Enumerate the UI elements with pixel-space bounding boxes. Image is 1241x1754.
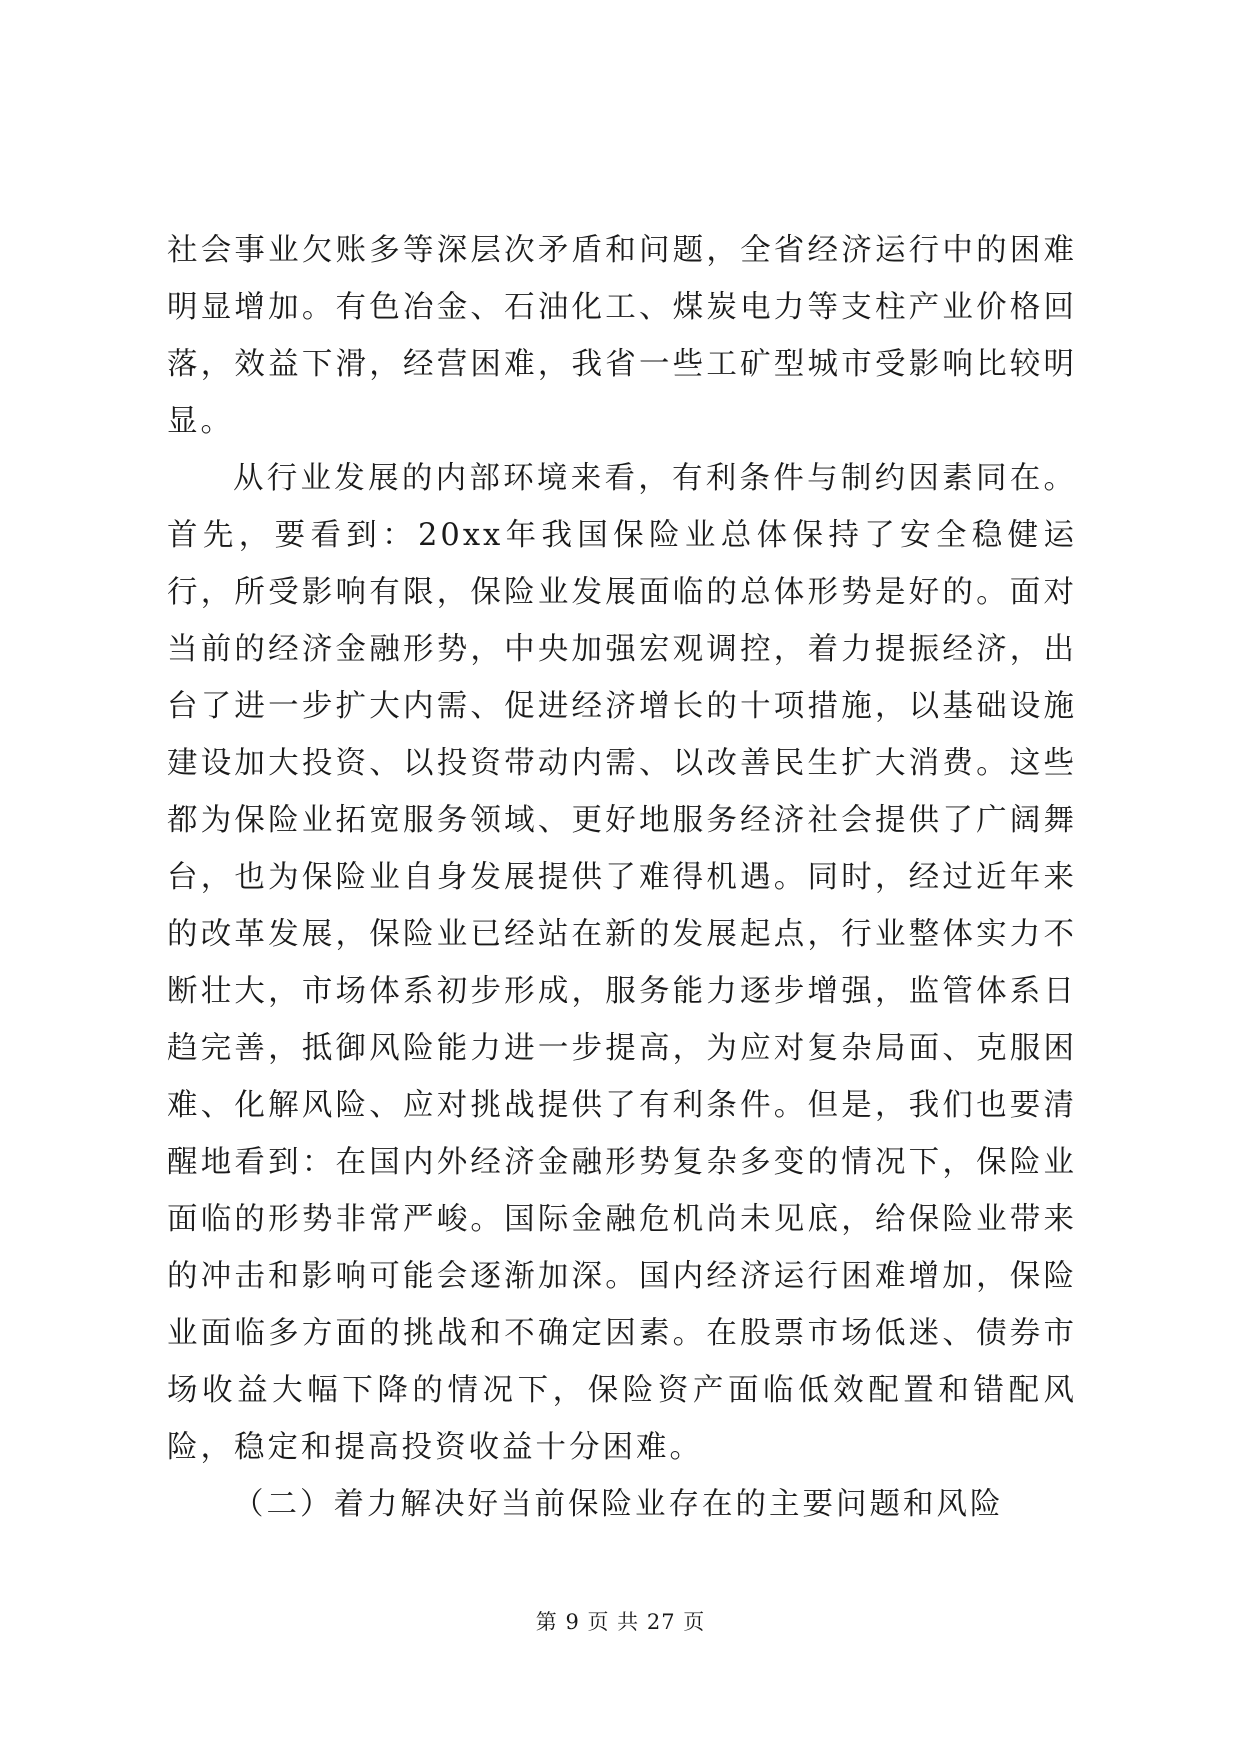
page-footer: 第 9 页 共 27 页 — [535, 1610, 706, 1634]
document-body — [167, 222, 1077, 1533]
paragraph-2: 从行业发展的内部环境来看，有利条件与制约因素同在。首先，要看到：20xx年我国保险业总体保持了安全稳健运行，所受影响有限，保险业发展面临的总体形势是好的。面对当前的经济金融形势，中央加强宏观调控，着力提振经济，出台了进一步扩大内需、促进经济增长的十项措施，以基础设施建设加大投资、以投资带动内需、以改善民生扩大消费。这些都为保险业拓宽服务领域、更好地服务经济社会提供了广阔舞台，也为保险业自身发展提供了难得机遇。同时，经过近年来的改革发展，保险业已经站在新的发展起点，行业整体实力不断壮大，市场体系初步形成，服务能力逐步增强，监管体系日趋完善，抵御风险能力进一步提高，为应对复杂局面、克服困难、化解风险、应对挑战提供了有利条件。但是，我们也要清醒地看到：在国内外经济金融形势复杂多变的情况下，保险业面临的形势非常严峻。国际金融危机尚未见底，给保险业带来的冲击和影响可能会逐渐加深。国内经济运行困难增加，保险业面临多方面的挑战和不确定因素。在股票市场低迷、债券市场收益大幅下降的情况下，保险资产面临低效配置和错配风险，稳定和提高投资收益十分困难。 — [167, 461, 1077, 1465]
paragraph-1: 社会事业欠账多等深层次矛盾和问题，全省经济运行中的困难明显增加。有色冶金、石油化工、煤炭电力等支柱产业价格回落，效益下滑，经营困难，我省一些工矿型城市受影响比较明显。 — [167, 233, 1077, 439]
section-heading: （二）着力解决好当前保险业存在的主要问题和风险 — [233, 1487, 1004, 1522]
